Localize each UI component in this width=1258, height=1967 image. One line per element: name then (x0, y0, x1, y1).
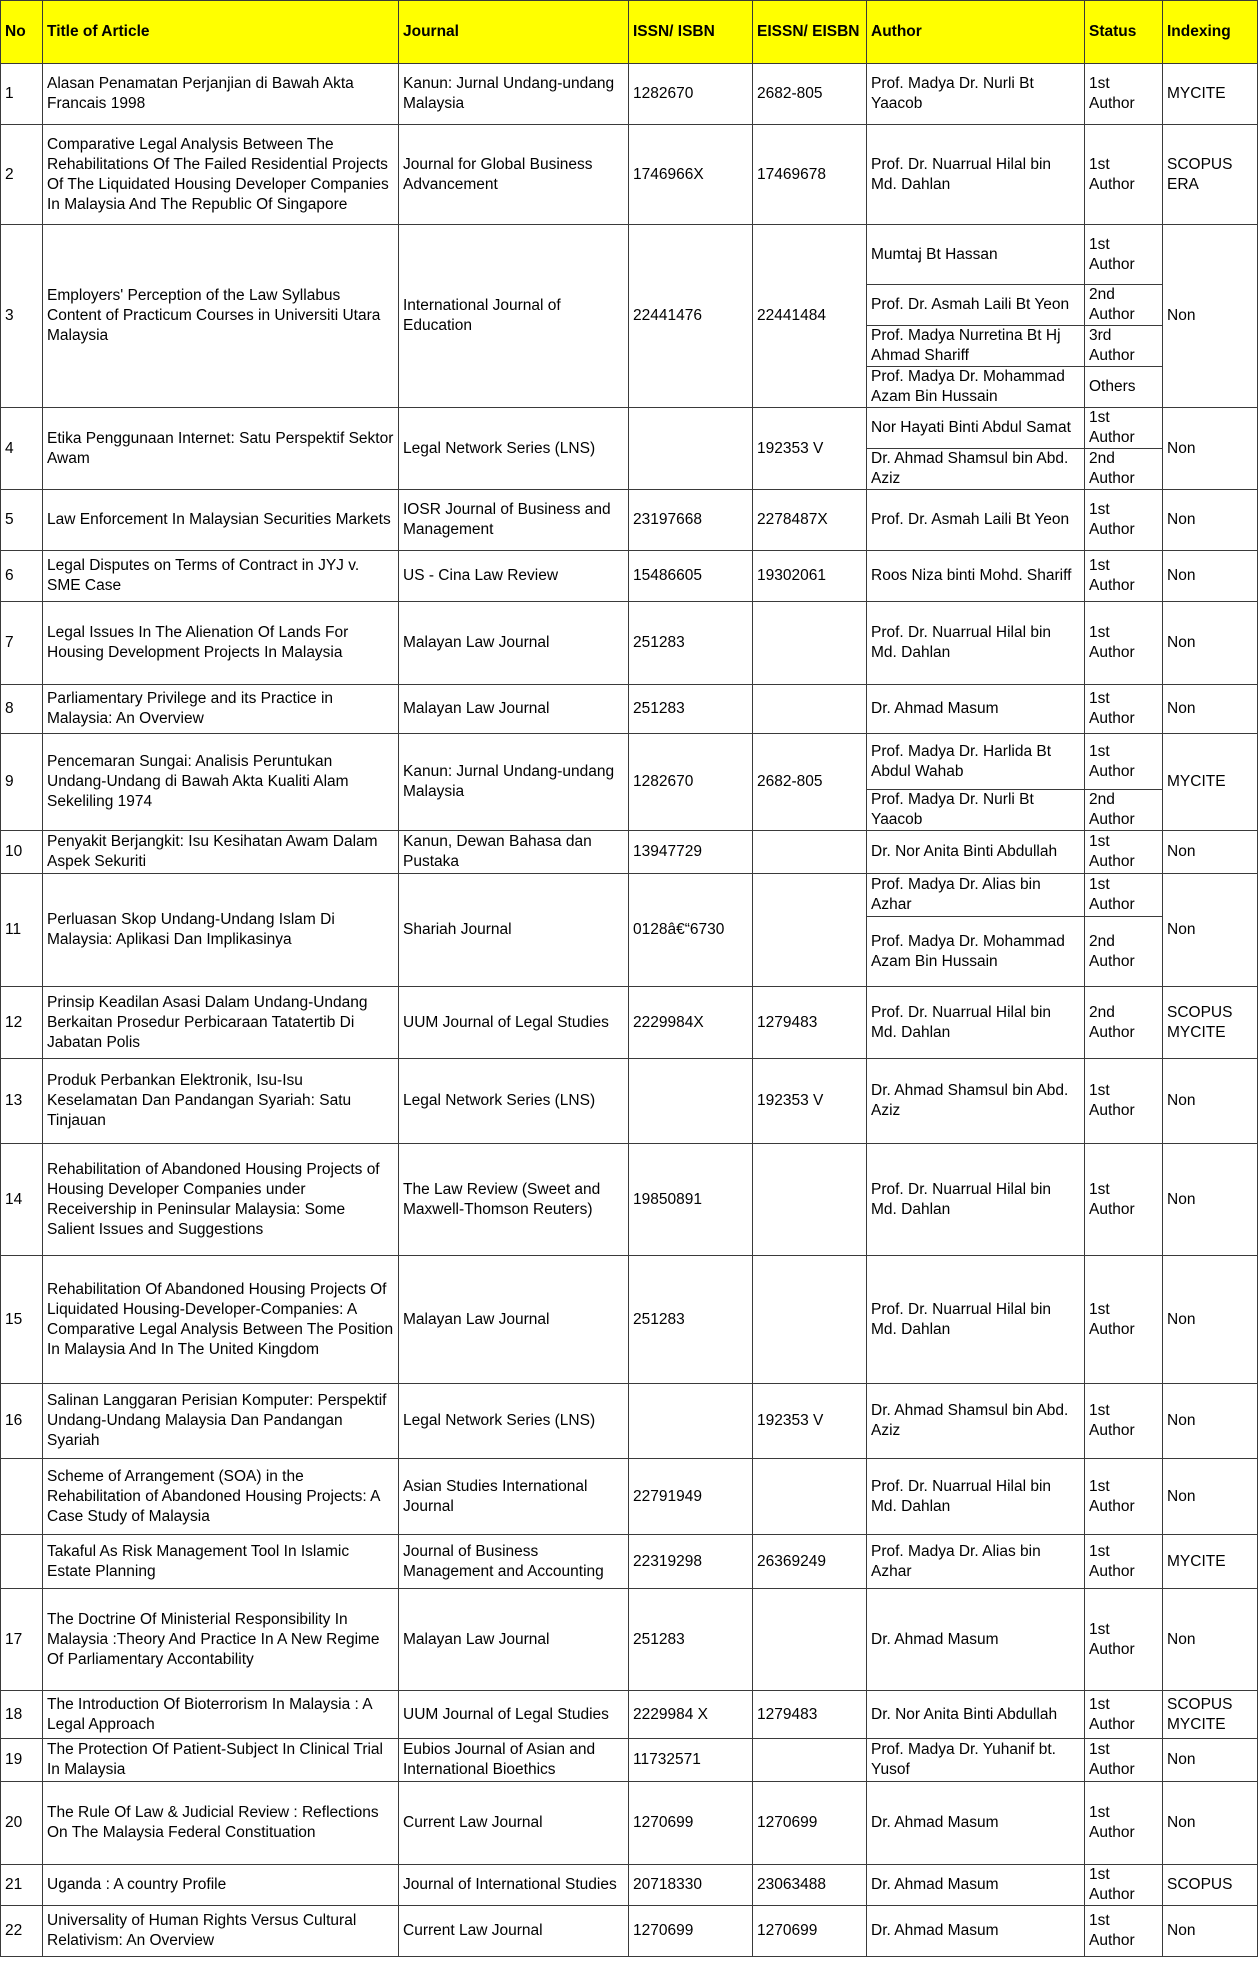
article-title: Universality of Human Rights Versus Cultural Relativism: An Overview (43, 1906, 399, 1957)
author-name: Mumtaj Bt Hassan (867, 225, 1085, 285)
issn-value: 2229984X (629, 987, 753, 1059)
row-number: 4 (1, 408, 43, 490)
article-title: Pencemaran Sungai: Analisis Peruntukan Undang-Undang di Bawah Akta Kualiti Alam Sekeliling 1974 (43, 734, 399, 831)
issn-value: 1746966X (629, 125, 753, 225)
issn-value: 22319298 (629, 1535, 753, 1589)
indexing-value: Non (1163, 874, 1258, 987)
indexing-value: Non (1163, 1739, 1258, 1782)
author-name: Dr. Ahmad Shamsul bin Abd. Aziz (867, 1384, 1085, 1459)
author-status: 1st Author (1085, 1535, 1163, 1589)
row-number: 17 (1, 1589, 43, 1691)
table-row (1, 987, 1258, 1059)
author-name: Dr. Ahmad Masum (867, 685, 1085, 734)
table-row (1, 1144, 1258, 1256)
indexing-value: Non (1163, 1906, 1258, 1957)
row-number: 22 (1, 1906, 43, 1957)
table-row (1, 225, 1258, 285)
author-name: Roos Niza binti Mohd. Shariff (867, 551, 1085, 602)
article-title: The Doctrine Of Ministerial Responsibility In Malaysia :Theory And Practice In A New Regime Of Parliamentary Accontability (43, 1589, 399, 1691)
author-name: Prof. Madya Dr. Alias bin Azhar (867, 874, 1085, 917)
author-status: 1st Author (1085, 602, 1163, 685)
eissn-value: 1270699 (753, 1782, 867, 1865)
author-name: Dr. Ahmad Masum (867, 1589, 1085, 1691)
row-number: 12 (1, 987, 43, 1059)
row-number: 11 (1, 874, 43, 987)
issn-value: 22441476 (629, 225, 753, 408)
header-eissn: EISSN/ EISBN (753, 1, 867, 64)
table-row (1, 551, 1258, 602)
eissn-value (753, 1144, 867, 1256)
eissn-value: 1279483 (753, 1691, 867, 1739)
article-title: Takaful As Risk Management Tool In Islamic Estate Planning (43, 1535, 399, 1589)
author-status: 1st Author (1085, 1459, 1163, 1535)
indexing-value: Non (1163, 225, 1258, 408)
eissn-value (753, 831, 867, 874)
indexing-value: Non (1163, 1384, 1258, 1459)
author-status: 1st Author (1085, 1144, 1163, 1256)
author-name: Dr. Ahmad Shamsul bin Abd. Aziz (867, 449, 1085, 490)
journal-name: Asian Studies International Journal (399, 1459, 629, 1535)
journal-name: US - Cina Law Review (399, 551, 629, 602)
issn-value: 251283 (629, 1256, 753, 1384)
article-title: Alasan Penamatan Perjanjian di Bawah Akta Francais 1998 (43, 64, 399, 125)
author-name: Dr. Nor Anita Binti Abdullah (867, 1691, 1085, 1739)
article-title: Salinan Langgaran Perisian Komputer: Perspektif Undang-Undang Malaysia Dan Pandangan Syariah (43, 1384, 399, 1459)
table-row (1, 1459, 1258, 1535)
indexing-value: SCOPUS MYCITE (1163, 1691, 1258, 1739)
row-number: 1 (1, 64, 43, 125)
author-status: 1st Author (1085, 831, 1163, 874)
indexing-value: Non (1163, 490, 1258, 551)
journal-name: Journal of International Studies (399, 1865, 629, 1906)
table-row (1, 408, 1258, 449)
row-number: 19 (1, 1739, 43, 1782)
eissn-value: 1279483 (753, 987, 867, 1059)
author-status: 1st Author (1085, 551, 1163, 602)
author-name: Dr. Ahmad Masum (867, 1906, 1085, 1957)
author-status: 2nd Author (1085, 987, 1163, 1059)
journal-name: Kanun, Dewan Bahasa dan Pustaka (399, 831, 629, 874)
journal-name: Kanun: Jurnal Undang-undang Malaysia (399, 734, 629, 831)
journal-name: Journal for Global Business Advancement (399, 125, 629, 225)
eissn-value: 1270699 (753, 1906, 867, 1957)
row-number: 14 (1, 1144, 43, 1256)
table-row (1, 685, 1258, 734)
author-status: 2nd Author (1085, 790, 1163, 831)
eissn-value (753, 685, 867, 734)
journal-name: International Journal of Education (399, 225, 629, 408)
author-name: Dr. Nor Anita Binti Abdullah (867, 831, 1085, 874)
author-status: 1st Author (1085, 734, 1163, 790)
indexing-value: MYCITE (1163, 734, 1258, 831)
author-status: 1st Author (1085, 1865, 1163, 1906)
author-status: 1st Author (1085, 1691, 1163, 1739)
article-title: Rehabilitation of Abandoned Housing Projects of Housing Developer Companies under Receivership in Peninsular Malaysia: Some Salient Issues and Suggestions (43, 1144, 399, 1256)
eissn-value: 192353 V (753, 408, 867, 490)
journal-name: Current Law Journal (399, 1906, 629, 1957)
author-status: 1st Author (1085, 1059, 1163, 1144)
author-name: Prof. Madya Dr. Nurli Bt Yaacob (867, 790, 1085, 831)
author-name: Prof. Dr. Nuarrual Hilal bin Md. Dahlan (867, 1256, 1085, 1384)
issn-value: 19850891 (629, 1144, 753, 1256)
issn-value: 23197668 (629, 490, 753, 551)
issn-value: 251283 (629, 685, 753, 734)
row-number: 21 (1, 1865, 43, 1906)
indexing-value: SCOPUS ERA (1163, 125, 1258, 225)
row-number: 16 (1, 1384, 43, 1459)
author-status: 2nd Author (1085, 285, 1163, 326)
header-author: Author (867, 1, 1085, 64)
eissn-value (753, 1256, 867, 1384)
article-title: Uganda : A country Profile (43, 1865, 399, 1906)
author-status: 1st Author (1085, 874, 1163, 917)
author-name: Prof. Madya Nurretina Bt Hj Ahmad Shariff (867, 326, 1085, 367)
table-row (1, 64, 1258, 125)
table-row (1, 1865, 1258, 1906)
author-status: 1st Author (1085, 1589, 1163, 1691)
issn-value: 1270699 (629, 1782, 753, 1865)
row-number: 5 (1, 490, 43, 551)
indexing-value: Non (1163, 831, 1258, 874)
table-body (1, 64, 1258, 1957)
author-status: 1st Author (1085, 1384, 1163, 1459)
row-number: 15 (1, 1256, 43, 1384)
row-number: 20 (1, 1782, 43, 1865)
article-title: The Protection Of Patient-Subject In Clinical Trial In Malaysia (43, 1739, 399, 1782)
eissn-value (753, 1739, 867, 1782)
eissn-value: 2278487X (753, 490, 867, 551)
row-number: 6 (1, 551, 43, 602)
indexing-value: SCOPUS (1163, 1865, 1258, 1906)
row-number: 3 (1, 225, 43, 408)
article-title: Perluasan Skop Undang-Undang Islam Di Malaysia: Aplikasi Dan Implikasinya (43, 874, 399, 987)
author-name: Prof. Dr. Nuarrual Hilal bin Md. Dahlan (867, 602, 1085, 685)
eissn-value: 2682-805 (753, 64, 867, 125)
issn-value: 251283 (629, 1589, 753, 1691)
author-status: 1st Author (1085, 1739, 1163, 1782)
indexing-value: Non (1163, 408, 1258, 490)
header-status: Status (1085, 1, 1163, 64)
eissn-value: 192353 V (753, 1059, 867, 1144)
row-number: 10 (1, 831, 43, 874)
eissn-value: 17469678 (753, 125, 867, 225)
author-name: Prof. Madya Dr. Mohammad Azam Bin Hussain (867, 917, 1085, 987)
header-issn: ISSN/ ISBN (629, 1, 753, 64)
author-name: Prof. Dr. Nuarrual Hilal bin Md. Dahlan (867, 125, 1085, 225)
journal-name: Malayan Law Journal (399, 1256, 629, 1384)
row-number: 13 (1, 1059, 43, 1144)
issn-value: 1282670 (629, 64, 753, 125)
author-name: Prof. Dr. Asmah Laili Bt Yeon (867, 490, 1085, 551)
article-title: Legal Issues In The Alienation Of Lands For Housing Development Projects In Malaysia (43, 602, 399, 685)
issn-value: 1282670 (629, 734, 753, 831)
journal-name: UUM Journal of Legal Studies (399, 987, 629, 1059)
author-name: Prof. Dr. Nuarrual Hilal bin Md. Dahlan (867, 987, 1085, 1059)
journal-name: Kanun: Jurnal Undang-undang Malaysia (399, 64, 629, 125)
table-row (1, 1256, 1258, 1384)
table-row (1, 874, 1258, 917)
journal-name: The Law Review (Sweet and Maxwell-Thomson Reuters) (399, 1144, 629, 1256)
indexing-value: Non (1163, 1059, 1258, 1144)
row-number: 2 (1, 125, 43, 225)
author-name: Prof. Dr. Asmah Laili Bt Yeon (867, 285, 1085, 326)
article-title: The Rule Of Law & Judicial Review : Reflections On The Malaysia Federal Constituation (43, 1782, 399, 1865)
table-row (1, 1384, 1258, 1459)
indexing-value: Non (1163, 1256, 1258, 1384)
indexing-value: Non (1163, 685, 1258, 734)
header-indexing: Indexing (1163, 1, 1258, 64)
author-name: Prof. Madya Dr. Mohammad Azam Bin Hussain (867, 367, 1085, 408)
table-row (1, 125, 1258, 225)
article-title: Employers' Perception of the Law Syllabus Content of Practicum Courses in Universiti Utara Malaysia (43, 225, 399, 408)
issn-value: 2229984 X (629, 1691, 753, 1739)
journal-name: Shariah Journal (399, 874, 629, 987)
author-status: 1st Author (1085, 490, 1163, 551)
author-status: 1st Author (1085, 1782, 1163, 1865)
issn-value: 1270699 (629, 1906, 753, 1957)
issn-value: 20718330 (629, 1865, 753, 1906)
author-name: Dr. Ahmad Shamsul bin Abd. Aziz (867, 1059, 1085, 1144)
journal-name: Malayan Law Journal (399, 1589, 629, 1691)
journal-name: Malayan Law Journal (399, 685, 629, 734)
table-row (1, 1589, 1258, 1691)
author-status: 2nd Author (1085, 449, 1163, 490)
indexing-value: Non (1163, 1144, 1258, 1256)
author-name: Dr. Ahmad Masum (867, 1865, 1085, 1906)
indexing-value: SCOPUS MYCITE (1163, 987, 1258, 1059)
author-status: 3rd Author (1085, 326, 1163, 367)
author-status: 1st Author (1085, 125, 1163, 225)
author-name: Dr. Ahmad Masum (867, 1782, 1085, 1865)
journal-name: UUM Journal of Legal Studies (399, 1691, 629, 1739)
eissn-value: 22441484 (753, 225, 867, 408)
article-title: Law Enforcement In Malaysian Securities Markets (43, 490, 399, 551)
author-name: Prof. Dr. Nuarrual Hilal bin Md. Dahlan (867, 1459, 1085, 1535)
article-title: Prinsip Keadilan Asasi Dalam Undang-Undang Berkaitan Prosedur Perbicaraan Tatatertib Di Jabatan Polis (43, 987, 399, 1059)
table-row (1, 831, 1258, 874)
row-number: 9 (1, 734, 43, 831)
journal-name: Current Law Journal (399, 1782, 629, 1865)
issn-value (629, 1059, 753, 1144)
journal-name: Eubios Journal of Asian and International Bioethics (399, 1739, 629, 1782)
eissn-value: 23063488 (753, 1865, 867, 1906)
table-row (1, 1535, 1258, 1589)
table-row (1, 602, 1258, 685)
table-row (1, 1059, 1258, 1144)
eissn-value: 192353 V (753, 1384, 867, 1459)
header-row (1, 1, 1258, 64)
issn-value (629, 408, 753, 490)
eissn-value: 19302061 (753, 551, 867, 602)
article-title: Rehabilitation Of Abandoned Housing Projects Of Liquidated Housing-Developer-Companies: A Comparative Legal Analysis Between The Position In Malaysia And In The United Kingdom (43, 1256, 399, 1384)
indexing-value: Non (1163, 1782, 1258, 1865)
article-title: Penyakit Berjangkit: Isu Kesihatan Awam Dalam Aspek Sekuriti (43, 831, 399, 874)
article-title: Comparative Legal Analysis Between The Rehabilitations Of The Failed Residential Projects Of The Liquidated Housing Developer Companies In Malaysia And The Republic Of Singapore (43, 125, 399, 225)
journal-name: Journal of Business Management and Accounting (399, 1535, 629, 1589)
author-status: Others (1085, 367, 1163, 408)
issn-value: 11732571 (629, 1739, 753, 1782)
header-title: Title of Article (43, 1, 399, 64)
issn-value: 13947729 (629, 831, 753, 874)
article-title: Etika Penggunaan Internet: Satu Perspektif Sektor Awam (43, 408, 399, 490)
eissn-value: 26369249 (753, 1535, 867, 1589)
article-title: The Introduction Of Bioterrorism In Malaysia : A Legal Approach (43, 1691, 399, 1739)
article-title: Legal Disputes on Terms of Contract in JYJ v. SME Case (43, 551, 399, 602)
issn-value: 0128â€“6730 (629, 874, 753, 987)
issn-value: 251283 (629, 602, 753, 685)
indexing-value: Non (1163, 551, 1258, 602)
author-status: 2nd Author (1085, 917, 1163, 987)
header-no: No (1, 1, 43, 64)
article-title: Parliamentary Privilege and its Practice in Malaysia: An Overview (43, 685, 399, 734)
table-row (1, 1782, 1258, 1865)
author-name: Prof. Madya Dr. Yuhanif bt. Yusof (867, 1739, 1085, 1782)
journal-name: Legal Network Series (LNS) (399, 1059, 629, 1144)
row-number (1, 1459, 43, 1535)
row-number: 7 (1, 602, 43, 685)
row-number: 18 (1, 1691, 43, 1739)
article-title: Produk Perbankan Elektronik, Isu-Isu Keselamatan Dan Pandangan Syariah: Satu Tinjauan (43, 1059, 399, 1144)
indexing-value: MYCITE (1163, 1535, 1258, 1589)
author-name: Prof. Dr. Nuarrual Hilal bin Md. Dahlan (867, 1144, 1085, 1256)
author-name: Nor Hayati Binti Abdul Samat (867, 408, 1085, 449)
article-title: Scheme of Arrangement (SOA) in the Rehabilitation of Abandoned Housing Projects: A Case Study of Malaysia (43, 1459, 399, 1535)
issn-value (629, 1384, 753, 1459)
author-status: 1st Author (1085, 685, 1163, 734)
author-status: 1st Author (1085, 64, 1163, 125)
author-status: 1st Author (1085, 1906, 1163, 1957)
header-journal: Journal (399, 1, 629, 64)
journal-name: IOSR Journal of Business and Management (399, 490, 629, 551)
issn-value: 22791949 (629, 1459, 753, 1535)
row-number: 8 (1, 685, 43, 734)
indexing-value: Non (1163, 1459, 1258, 1535)
author-name: Prof. Madya Dr. Nurli Bt Yaacob (867, 64, 1085, 125)
author-status: 1st Author (1085, 408, 1163, 449)
eissn-value: 2682-805 (753, 734, 867, 831)
indexing-value: Non (1163, 1589, 1258, 1691)
row-number (1, 1535, 43, 1589)
table-row (1, 490, 1258, 551)
table-row (1, 734, 1258, 790)
author-status: 1st Author (1085, 225, 1163, 285)
eissn-value (753, 602, 867, 685)
issn-value: 15486605 (629, 551, 753, 602)
journal-name: Malayan Law Journal (399, 602, 629, 685)
indexing-value: Non (1163, 602, 1258, 685)
eissn-value (753, 1459, 867, 1535)
author-name: Prof. Madya Dr. Alias bin Azhar (867, 1535, 1085, 1589)
indexing-value: MYCITE (1163, 64, 1258, 125)
author-name: Prof. Madya Dr. Harlida Bt Abdul Wahab (867, 734, 1085, 790)
table-row (1, 1691, 1258, 1739)
journal-name: Legal Network Series (LNS) (399, 408, 629, 490)
author-status: 1st Author (1085, 1256, 1163, 1384)
table-row (1, 1739, 1258, 1782)
journal-name: Legal Network Series (LNS) (399, 1384, 629, 1459)
eissn-value (753, 1589, 867, 1691)
table-row (1, 1906, 1258, 1957)
eissn-value (753, 874, 867, 987)
